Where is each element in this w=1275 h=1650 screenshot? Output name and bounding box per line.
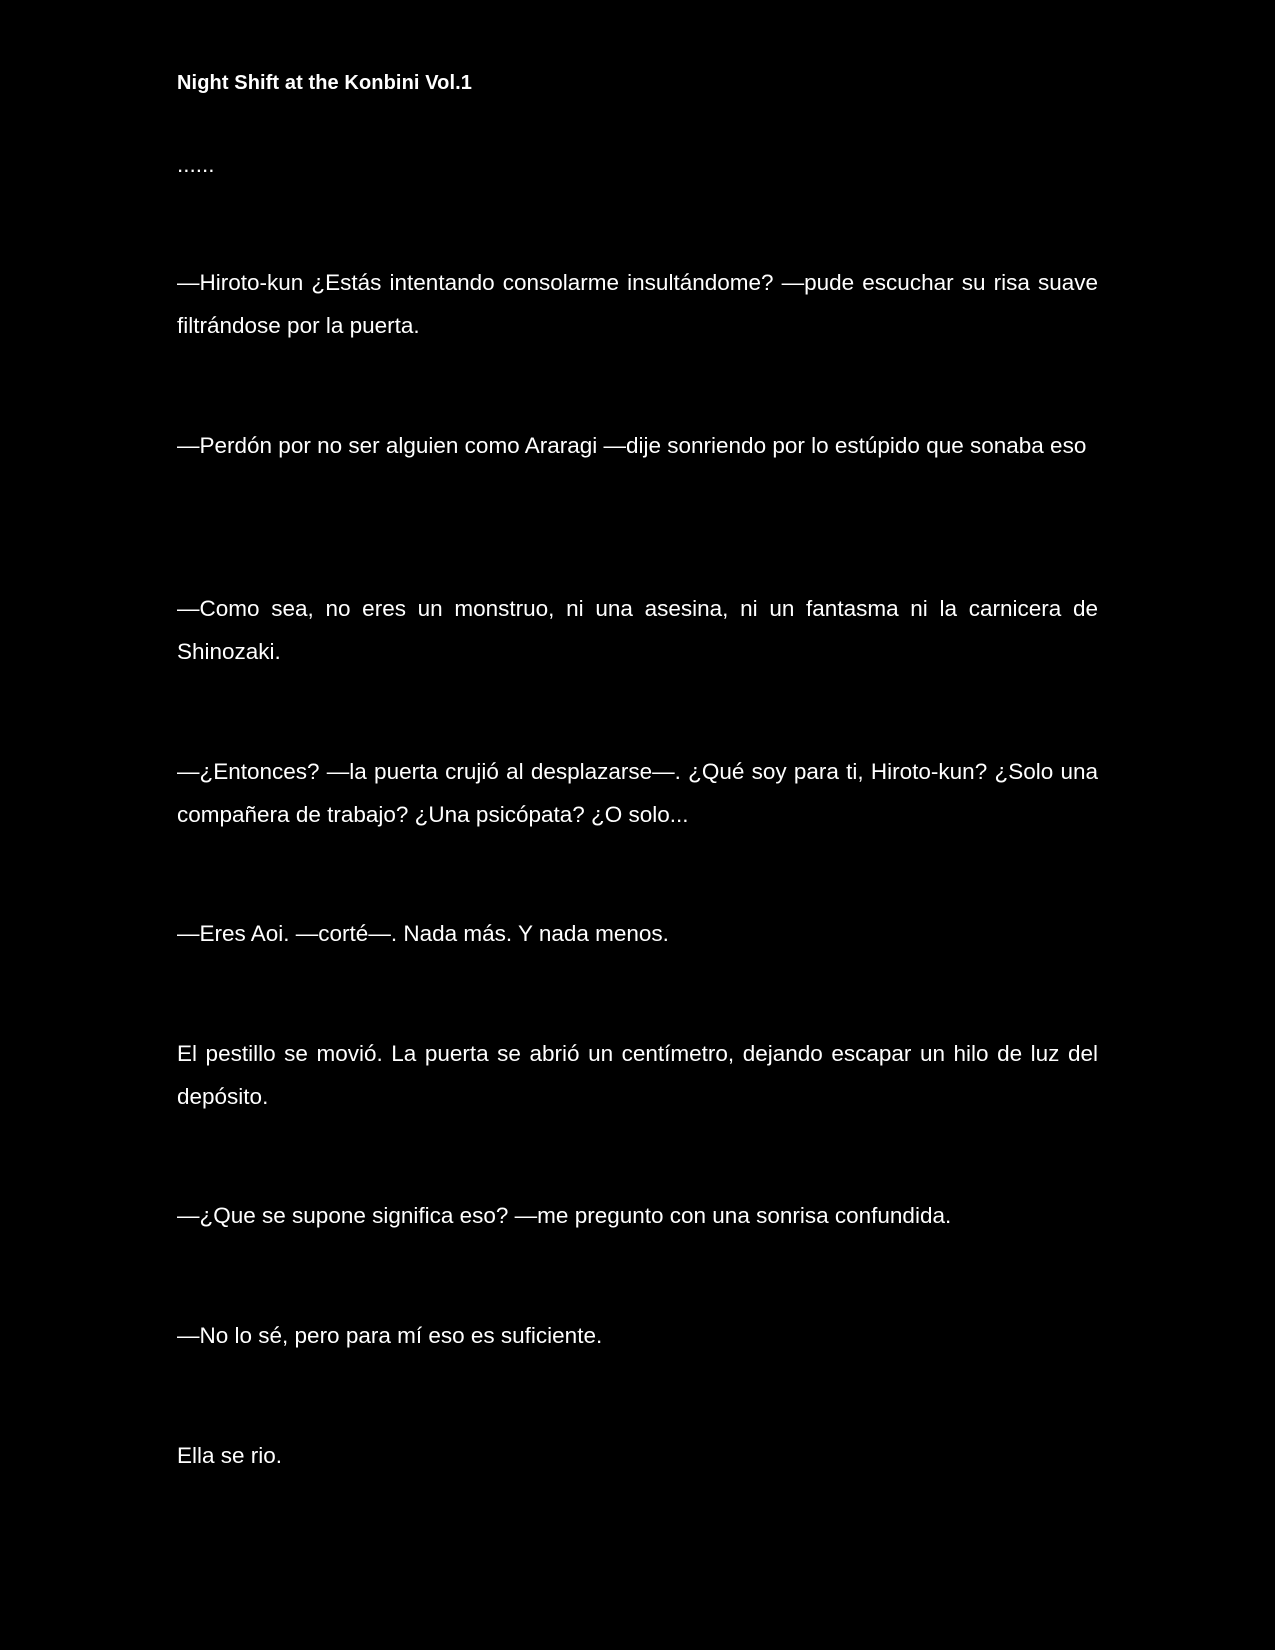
paragraph-ellipsis: ...... — [177, 152, 215, 177]
paragraph: —Perdón por no ser alguien como Araragi —dije sonriendo por lo estúpido que sonaba eso — [177, 433, 1087, 458]
running-header: Night Shift at the Konbini Vol.1 — [177, 72, 473, 94]
paragraph: —No lo sé, pero para mí eso es suficiente. — [177, 1323, 603, 1348]
paragraph: El pestillo se movió. La puerta se abrió un centímetro, dejando escapar un hilo de luz del depósito. — [177, 1041, 1098, 1109]
paragraph: —Eres Aoi. —corté—. Nada más. Y nada menos. — [177, 921, 669, 946]
paragraph: —¿Entonces? —la puerta crujió al desplazarse—. ¿Qué soy para ti, Hiroto-kun? ¿Solo una compañera de trabajo? ¿Una psicópata? ¿O solo... — [177, 759, 1098, 827]
paragraph: —¿Que se supone significa eso? —me pregunto con una sonrisa confundida. — [177, 1203, 952, 1228]
paragraph: —Hiroto-kun ¿Estás intentando consolarme insultándome? —pude escuchar su risa suave filtrándose por la puerta. — [177, 270, 1098, 338]
paragraph: —Como sea, no eres un monstruo, ni una asesina, ni un fantasma ni la carnicera de Shinozaki. — [177, 596, 1098, 664]
paragraph: Ella se rio. — [177, 1443, 283, 1468]
